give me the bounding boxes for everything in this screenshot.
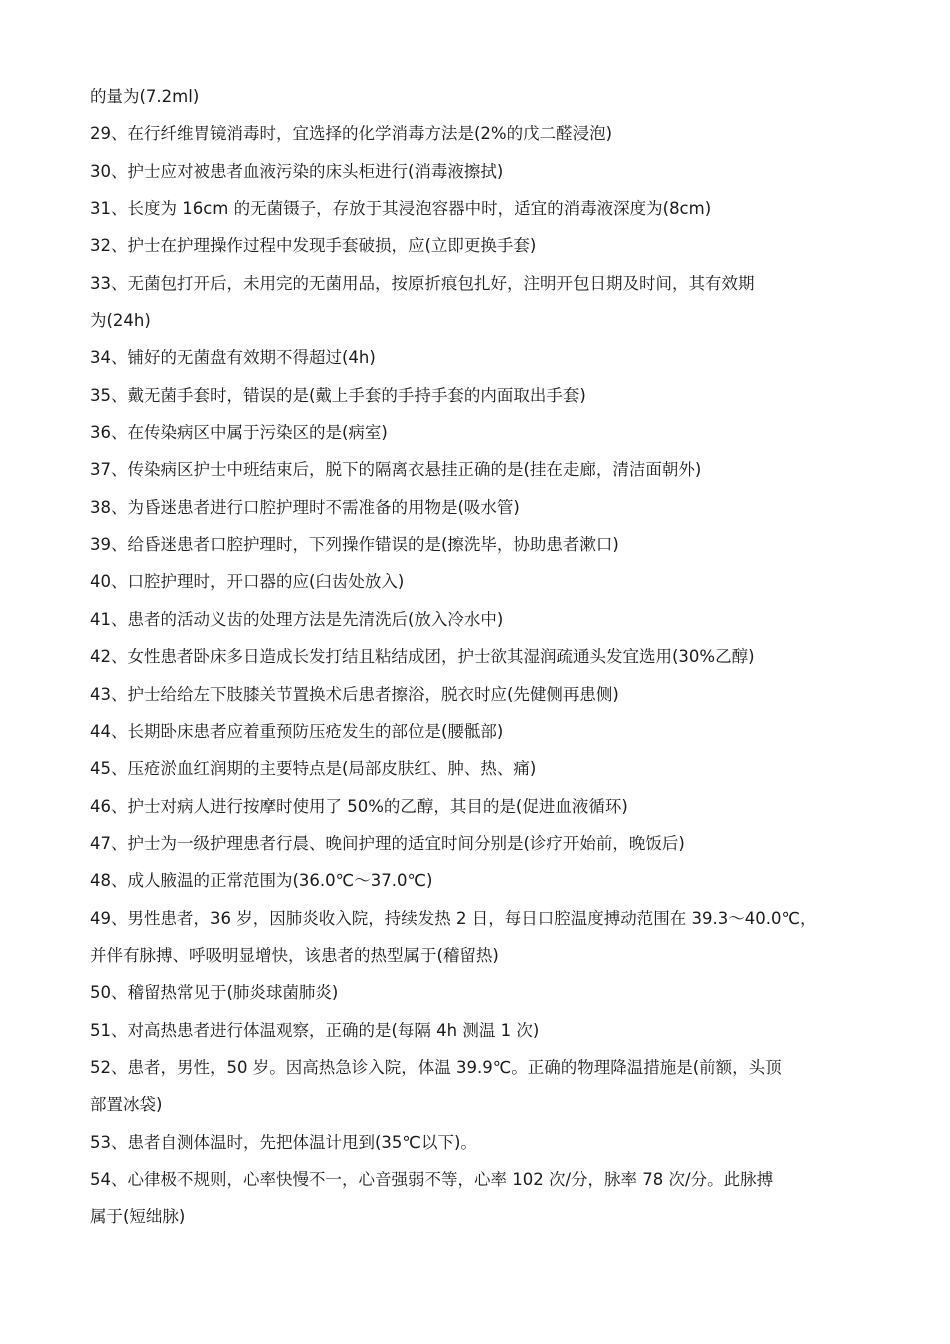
- text-line: 34、铺好的无菌盘有效期不得超过(4h): [90, 348, 376, 368]
- text-line: 属于(短绌脉): [90, 1207, 186, 1227]
- text-line: 49、男性患者，36 岁，因肺炎收入院，持续发热 2 日，每日口腔温度搏动范围在 39.3～40.0℃，: [90, 908, 817, 928]
- text-line: 40、口腔护理时，开口器的应(臼齿处放入): [90, 572, 405, 592]
- text-line: 52、患者，男性，50 岁。因高热急诊入院，体温 39.9℃。正确的物理降温措施是(前额，头顶: [90, 1057, 782, 1077]
- text-line: 35、戴无菌手套时，错误的是(戴上手套的手持手套的内面取出手套): [90, 385, 586, 405]
- document-page: [90, 78, 862, 1236]
- text-line: 53、患者自测体温时，先把体温计甩到(35℃以下)。: [90, 1132, 477, 1152]
- text-line: 36、在传染病区中属于污染区的是(病室): [90, 423, 388, 443]
- text-line: 44、长期卧床患者应着重预防压疮发生的部位是(腰骶部): [90, 721, 504, 741]
- text-line: 48、成人腋温的正常范围为(36.0℃～37.0℃): [90, 871, 433, 891]
- text-line: 部置冰袋): [90, 1095, 163, 1115]
- text-line: 为(24h): [90, 311, 151, 331]
- text-line: 并伴有脉搏、呼吸明显增快，该患者的热型属于(稽留热): [90, 945, 499, 965]
- text-line: 39、给昏迷患者口腔护理时，下列操作错误的是(擦洗毕，协助患者漱口): [90, 535, 619, 555]
- text-line: 29、在行纤维胃镜消毒时，宜选择的化学消毒方法是(2%的戊二醛浸泡): [90, 124, 613, 144]
- text-line: 47、护士为一级护理患者行晨、晚间护理的适宜时间分别是(诊疗开始前，晚饭后): [90, 833, 685, 853]
- text-line: 30、护士应对被患者血液污染的床头柜进行(消毒液擦拭): [90, 161, 504, 181]
- text-line: 32、护士在护理操作过程中发现手套破损，应(立即更换手套): [90, 236, 537, 256]
- text-line: 37、传染病区护士中班结束后，脱下的隔离衣悬挂正确的是(挂在走廊，清洁面朝外): [90, 460, 702, 480]
- text-line: 51、对高热患者进行体温观察，正确的是(每隔 4h 测温 1 次): [90, 1020, 540, 1040]
- text-line: 42、女性患者卧床多日造成长发打结且粘结成团，护士欲其湿润疏通头发宜选用(30%乙醇): [90, 647, 755, 667]
- text-line: 54、心律极不规则，心率快慢不一，心音强弱不等，心率 102 次/分，脉率 78 次/分。此脉搏: [90, 1169, 774, 1189]
- text-line: 46、护士对病人进行按摩时使用了 50%的乙醇，其目的是(促进血液循环): [90, 796, 628, 816]
- text-line: 50、稽留热常见于(肺炎球菌肺炎): [90, 983, 339, 1003]
- text-line: 38、为昏迷患者进行口腔护理时不需准备的用物是(吸水管): [90, 497, 520, 517]
- text-line: 的量为(7.2ml): [90, 87, 200, 106]
- text-line: 41、患者的活动义齿的处理方法是先清洗后(放入冷水中): [90, 609, 504, 629]
- text-line: 33、无菌包打开后，未用完的无菌用品，按原折痕包扎好，注明开包日期及时间，其有效期: [90, 273, 755, 293]
- text-line: 45、压疮淤血红润期的主要特点是(局部皮肤红、肿、热、痛): [90, 759, 537, 779]
- text-line: 31、长度为 16cm 的无菌镊子，存放于其浸泡容器中时，适宜的消毒液深度为(8cm): [90, 199, 712, 219]
- text-line: 43、护士给给左下肢膝关节置换术后患者擦浴，脱衣时应(先健侧再患侧): [90, 684, 619, 704]
